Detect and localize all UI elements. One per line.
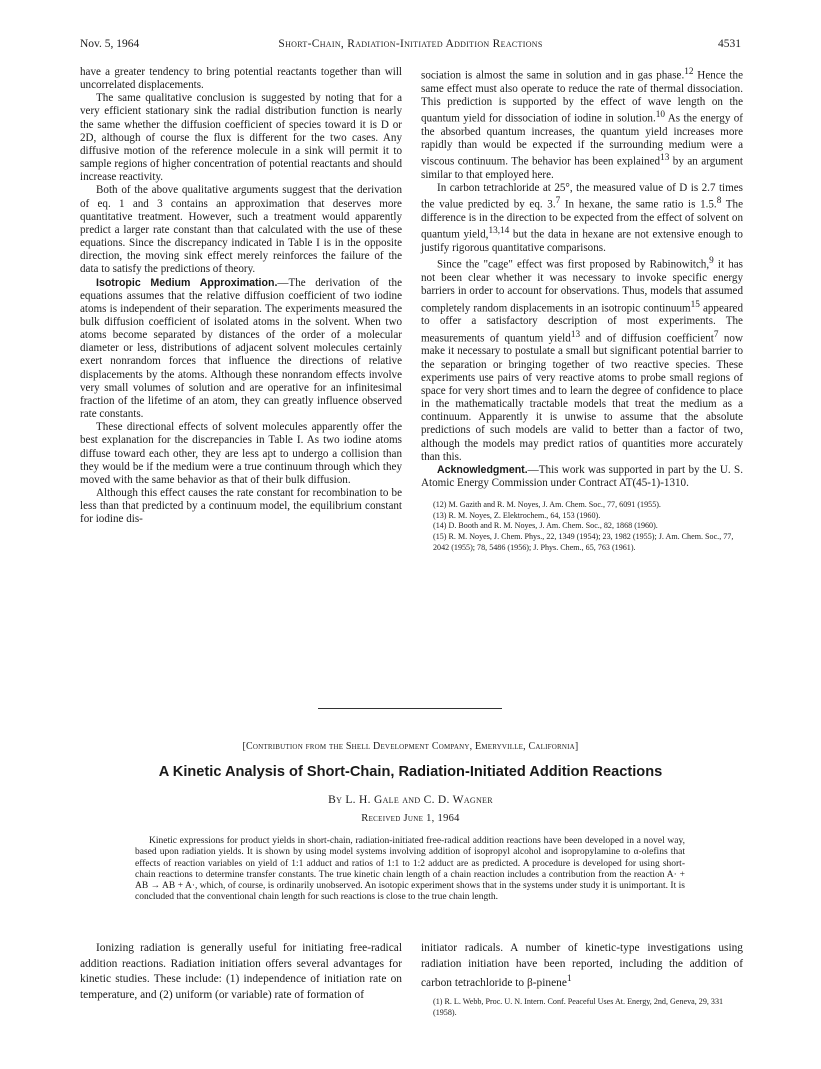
paragraph: [80, 277, 402, 422]
paragraph: have a greater tendency to bring potential reactants together than will uncorrelated displacements.: [80, 66, 402, 92]
footnotes: [421, 997, 743, 1018]
reference-marker: 10: [655, 110, 665, 121]
abstract: Kinetic expressions for product yields in short-chain, radiation-initiated free-radical addition reactions have been developed in a novel way, based upon radiation yields. It is shown by using model systems involving addition of isopropyl alcohol and isopropylamine to α-olefins that effects of reaction variables on yield of 1:1 adduct and ratios of 1:1 to 1:2 adduct are as predicted. A procedure is developed for using short-chain reactions to determine transfer constants. The true kinetic chain length of a chain reaction includes a contribution from the reaction A· + AB → AB + A·, which, of course, is ordinarily unobserved. An isotopic experiment shows that in the systems under study it is unimportant. It is concluded that the conventional chain length for such reactions is close to the true chain length.: [135, 836, 685, 903]
reference-marker: 7: [713, 329, 719, 340]
paragraph: Ionizing radiation is generally useful for initiating free-radical addition reactions. Radiation initiation offers several advantages for kinetic studies. These include: (1) independence of initiation rate on temperature, and (2) uniform (or variable) rate of formation of: [80, 942, 402, 1001]
paragraph: Although this effect causes the rate constant for recombination to be less than that predicted by a continuum model, the equilibrium constant for iodine dis-: [80, 487, 402, 526]
paragraph: initiator radicals. A number of kinetic-type investigations using radiation initiation have been reported, including the addition of carbon tetrachloride to β-pinene$^1$: [421, 942, 743, 989]
left-column: [80, 66, 402, 526]
paragraph: sociation is almost the same in solution and in gas phase.$^{12}$ Hence the same effect must also operate to reduce the rate of thermal dissociation. This prediction is supported by the effect of wave length on the quantum yield for dissociation of iodine in solution.$^{10}$ As the energy of the absorbed quantum increases, the quantum yield increases more rapidly than would be expected if the surrounding medium were a viscous continuum. The behavior has been explained$^{13}$ by an argument similar to that employed here.: [421, 67, 743, 182]
reference-marker: 15: [690, 299, 700, 310]
article-authors: By L. H. Gale and C. D. Wagner: [328, 794, 493, 806]
reference-marker: 1: [566, 974, 572, 984]
section-heading: Isotropic Medium Approximation.: [96, 276, 278, 289]
right-column: [421, 66, 743, 553]
reference-marker: 9: [709, 256, 714, 267]
paragraph: In carbon tetrachloride at 25°, the measured value of D is 2.7 times the value predicted by eq. 3.$^7$ In hexane, the same ratio is 1.5.$^8$ The difference is in the direction to be expected from the effect of solvent on quantum yield,$^{13,14}$ but the data in hexane are not extensive enough to justify rigorous quantitative comparisons.: [421, 182, 744, 255]
paragraph: These directional effects of solvent molecules apparently offer the best explanation for the discrepancies in Table I. As two iodine atoms diffuse toward each other, they are less apt to undergo a collision than they would be if the medium were a true continuum through which they moved with the same behavior as that of their bulk diffusion.: [80, 421, 402, 486]
paragraph: Since the "cage" effect was first proposed by Rabinowitch,$^9$ it has not been clear whether it was necessary to invoke specific energy barriers in order to account for observations. Thus, models that assumed completely random displacements in an isotropic continuum$^{15}$ appeared to offer a satisfactory description of most experiments. The measurements of quantum yield$^{13}$ and of diffusion coefficient$^7$ now make it necessary to postulate a small but significant potential barrier to the separation or bringing together of two reactive species. These experiments use pairs of very reactive atoms to probe small regions of space for very short times and to learn the degree of confidence to place in the mathematically tractable models that treat the medium as a continuum. Apparently it is unwise to assume that the absolute predictions of such models are valid to better than a factor of two, although the models may predict ratios of quantities more accurately than this.: [421, 256, 743, 463]
footnotes: [421, 500, 743, 553]
paragraph: The same qualitative conclusion is suggested by noting that for a very efficient stationary sink the radial distribution function is nearly the same whether the diffusion coefficient of species toward it is D or 2D, although of course the flux is different for the two cases. Any diffusive motion of the reference molecule in a sink will permit it to sample regions of higher concentration of potential reactants and should increase reactivity.: [80, 92, 402, 184]
received-date: Received June 1, 1964: [361, 813, 460, 824]
paragraph-text: —The derivation of the equations assumes that the relative diffusion coefficient of two iodine atoms is independent of their separation. The experiments measured the bulk diffusion coefficient of isolated atoms in the solvent. When two atoms become separated by distances of the order of a molecular diameter or less, distributions of adjacent solvent molecules certainly exert nonrandom forces that influence the directions of relative displacements by the atoms. Although these nonrandom effects involve very small volumes of solution and are operative for an infinitesimal fraction of the lifetime of an atom, they can greatly influence observed rate constants.: [80, 276, 402, 421]
footnote: (13) R. M. Noyes, Z. Elektrochem., 64, 153 (1960).: [433, 510, 601, 520]
footnote: (1) R. L. Webb, Proc. U. N. Intern. Conf. Peaceful Uses At. Energy, 2nd, Geneva, 29, 331 (1958).: [433, 997, 724, 1017]
section-divider: [318, 708, 502, 709]
reference-marker: 12: [684, 67, 694, 77]
section-heading: Acknowledgment.: [437, 463, 528, 476]
reference-marker: 13,14: [488, 226, 510, 237]
body-left-column: [80, 941, 402, 1003]
paragraph: Both of the above qualitative arguments suggest that the derivation of eq. 1 and 3 contains an approximation that deserves more quantitative treatment. However, such a treatment would apparently predict a larger rate constant than that calculated with the use of these equations. Since the discrepancy indicated in Table I is in the opposite direction, the moving sink effect merely reinforces the failure of the data to satisfy the predictions of theory.: [80, 184, 402, 276]
body-right-column: [421, 941, 743, 1018]
contribution-line: [Contribution from the Shell Development Company, Emeryville, California]: [242, 741, 579, 752]
page-number: 4531: [718, 38, 741, 50]
article-title: A Kinetic Analysis of Short-Chain, Radiation-Initiated Addition Reactions: [158, 764, 663, 780]
footnote: (15) R. M. Noyes, J. Chem. Phys., 22, 1349 (1954); 23, 1982 (1955); J. Am. Chem. Soc., 77, 2042 (1955); 78, 5486 (1956); J. Phys. Chem., 65, 763 (1961).: [433, 531, 734, 552]
running-title: Short-Chain, Radiation-Initiated Addition Reactions: [278, 38, 543, 50]
paragraph-text: —This work was supported in part by the U. S. Atomic Energy Commission under Contract AT(45-1)-1310.: [421, 463, 743, 490]
paragraph: [421, 464, 743, 490]
footnote: (12) M. Gazith and R. M. Noyes, J. Am. Chem. Soc., 77, 6091 (1955).: [433, 500, 661, 510]
header-date: Nov. 5, 1964: [80, 38, 140, 50]
reference-marker: 13: [660, 153, 670, 164]
reference-marker: 8: [716, 196, 722, 207]
footnote: (14) D. Booth and R. M. Noyes, J. Am. Chem. Soc., 82, 1868 (1960).: [433, 521, 658, 531]
reference-marker: 13: [570, 329, 581, 340]
reference-marker: 7: [555, 196, 561, 207]
